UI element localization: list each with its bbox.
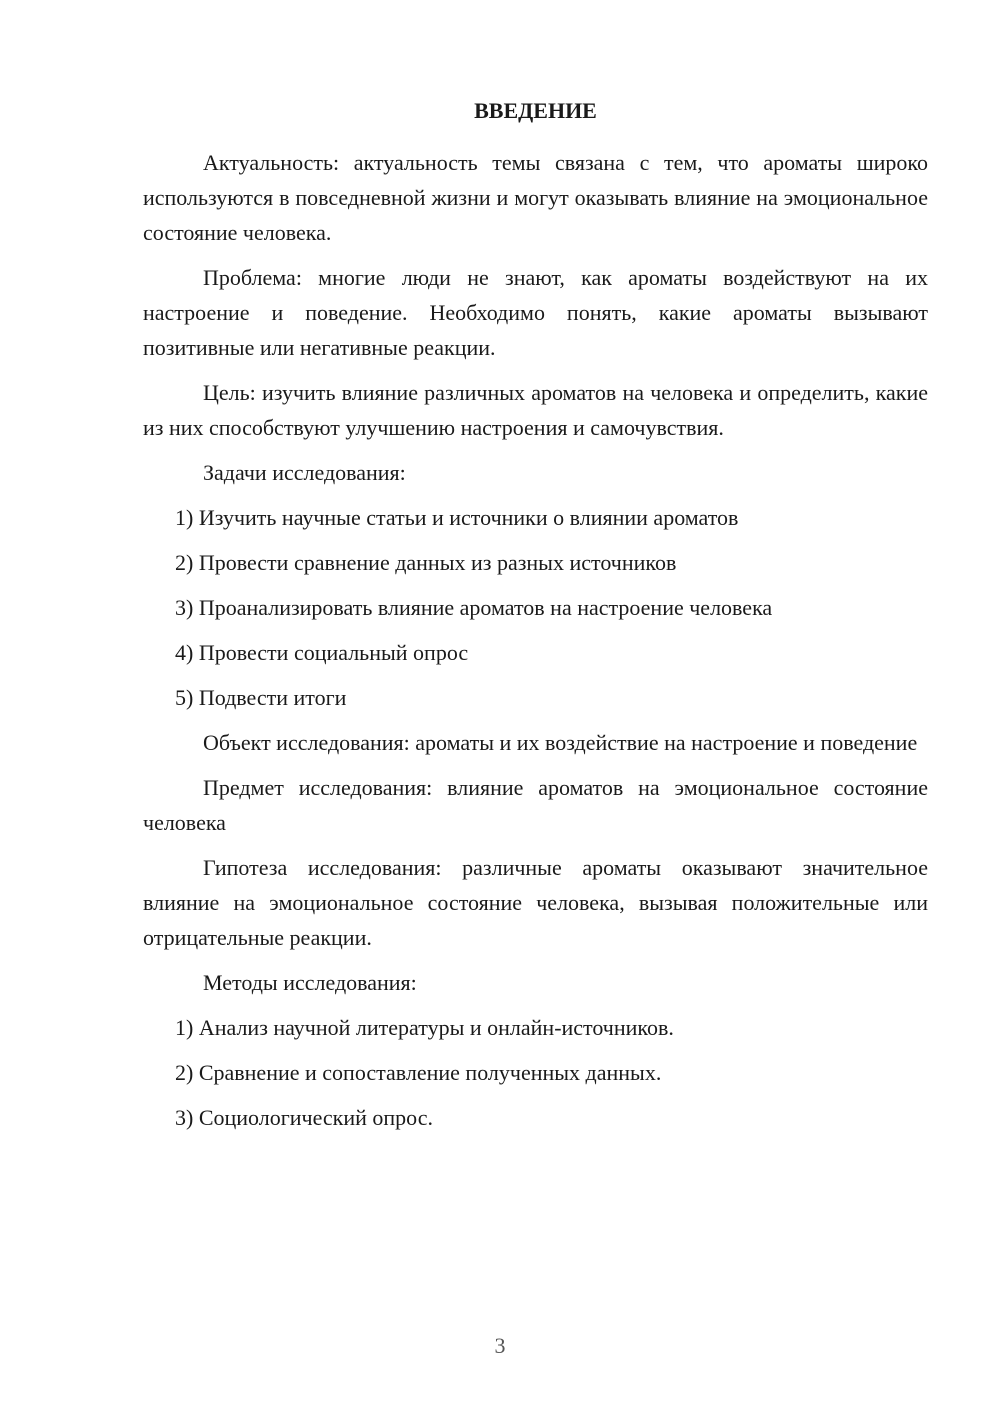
- tasks-heading: Задачи исследования:: [203, 460, 406, 485]
- relevance-paragraph: Актуальность: актуальность темы связана с тем, что ароматы широко используются в повседневной жизни и могут оказывать влияние на эмоциональное состояние человека.: [143, 150, 928, 245]
- subject-paragraph: Предмет исследования: влияние ароматов на эмоциональное состояние человека: [143, 775, 928, 835]
- task-item: 5) Подвести итоги: [175, 685, 347, 710]
- method-item: 2) Сравнение и сопоставление полученных данных.: [175, 1060, 662, 1085]
- object-paragraph: Объект исследования: ароматы и их воздействие на настроение и поведение: [203, 730, 918, 755]
- goal-paragraph: Цель: изучить влияние различных ароматов на человека и определить, какие из них способствуют улучшению настроения и самочувствия.: [143, 380, 928, 440]
- methods-heading: Методы исследования:: [203, 970, 417, 995]
- hypothesis-paragraph: Гипотеза исследования: различные ароматы оказывают значительное влияние на эмоциональное состояние человека, вызывая положительные или отрицательные реакции.: [143, 855, 928, 950]
- section-title: ВВЕДЕНИЕ: [474, 98, 597, 123]
- problem-paragraph: Проблема: многие люди не знают, как ароматы воздействуют на их настроение и поведение. Необходимо понять, какие ароматы вызывают позитивные или негативные реакции.: [143, 265, 928, 360]
- page-content: [143, 95, 928, 1145]
- page-number: 3: [494, 1333, 506, 1358]
- method-item: 1) Анализ научной литературы и онлайн-источников.: [175, 1015, 674, 1040]
- methods-list: [143, 1010, 928, 1135]
- task-item: 4) Провести социальный опрос: [175, 640, 469, 665]
- method-item: 3) Социологический опрос.: [175, 1105, 433, 1130]
- task-item: 1) Изучить научные статьи и источники о влиянии ароматов: [175, 505, 739, 530]
- tasks-list: [143, 500, 928, 715]
- task-item: 3) Проанализировать влияние ароматов на настроение человека: [175, 595, 773, 620]
- task-item: 2) Провести сравнение данных из разных источников: [175, 550, 677, 575]
